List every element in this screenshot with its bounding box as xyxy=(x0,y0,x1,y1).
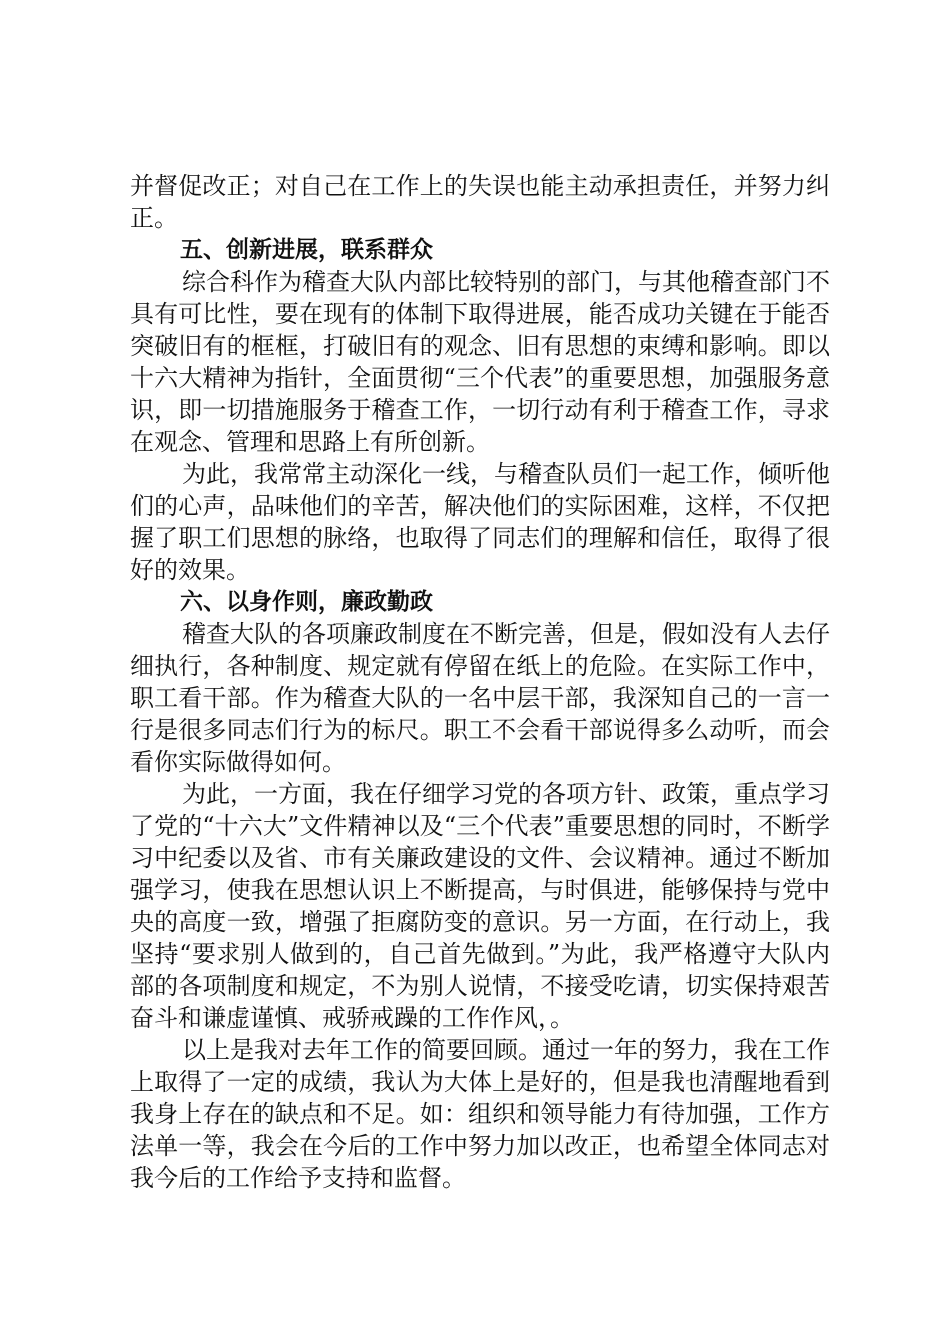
paragraph-study-and-action: 为此，一方面，我在仔细学习党的各项方针、政策，重点学习了党的“十六大”文件精神以及“三个代表”重要思想的同时，不断学习中纪委以及省、市有关廉政建设的文件、会议精神。通过不断加强学习，使我在思想认识上不断提高，与时俱进，能够保持与党中央的高度一致，增强了拒腐防变的意识。另一方面，在行动上，我坚持“要求别人做到的，自己首先做到。”为此，我严格遵守大队内部的各项制度和规定，不为别人说情，不接受吃请，切实保持艰苦奋斗和谦虚谨慎、戒骄戒躁的工作作风，。 xyxy=(130,780,830,1032)
section-heading-innovation: 五、创新进展，联系群众 xyxy=(180,237,433,263)
paragraph-continuation: 并督促改正；对自己在工作上的失误也能主动承担责任，并努力纠正。 xyxy=(130,172,830,232)
paragraph-integrity-rules: 稽查大队的各项廉政制度在不断完善，但是，假如没有人去仔细执行，各种制度、规定就有停留在纸上的危险。在实际工作中，职工看干部。作为稽查大队的一名中层干部，我深知自己的一言一行是很多同志们行为的标尺。职工不会看干部说得多么动听，而会看你实际做得如何。 xyxy=(130,620,830,776)
document-page xyxy=(130,170,830,1194)
paragraph-innovation-body: 综合科作为稽查大队内部比较特别的部门，与其他稽查部门不具有可比性，要在现有的体制下取得进展，能否成功关键在于能否突破旧有的框框，打破旧有的观念、旧有思想的束缚和影响。即以十六大精神为指针，全面贯彻“三个代表”的重要思想，加强服务意识，即一切措施服务于稽查工作，一切行动有利于稽查工作，寻求在观念、管理和思路上有所创新。 xyxy=(130,268,830,456)
paragraph-frontline-work: 为此，我常常主动深化一线，与稽查队员们一起工作，倾听他们的心声，品味他们的辛苦，解决他们的实际困难，这样，不仅把握了职工们思想的脉络，也取得了同志们的理解和信任，取得了很好的效果。 xyxy=(130,460,830,584)
section-heading-integrity: 六、以身作则，廉政勤政 xyxy=(180,589,433,615)
paragraph-summary: 以上是我对去年工作的简要回顾。通过一年的努力，我在工作上取得了一定的成绩，我认为大体上是好的，但是我也清醒地看到我身上存在的缺点和不足。如：组织和领导能力有待加强，工作方法单一等，我会在今后的工作中努力加以改正，也希望全体同志对我今后的工作给予支持和监督。 xyxy=(130,1036,830,1192)
